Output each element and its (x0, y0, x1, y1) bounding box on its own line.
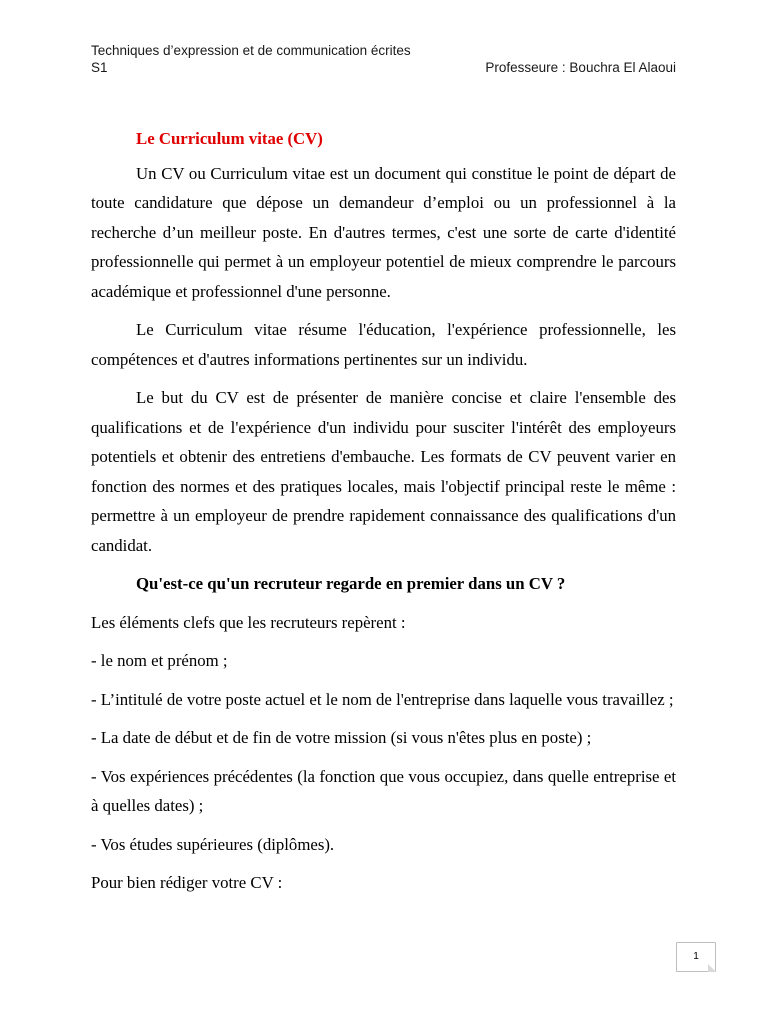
header-row (91, 59, 676, 76)
closing-line: Pour bien rédiger votre CV : (91, 873, 283, 892)
page-header (91, 42, 676, 76)
document-title: Le Curriculum vitae (CV) (136, 129, 323, 148)
list-item: - L’intitulé de votre poste actuel et le nom de l'entreprise dans laquelle vous travaillez ; (91, 689, 674, 709)
professor-label: Professeure : Bouchra El Alaoui (485, 60, 676, 75)
list-intro: Les éléments clefs que les recruteurs repèrent : (91, 612, 406, 632)
paragraph-3: Le but du CV est de présenter de manière concise et claire l'ensemble des qualifications et de l'expérience d'un individu pour susciter l'intérêt des employeurs potentiels et obtenir des entretiens d'embauche. Les formats de CV peuvent varier en fonction des normes et des pratiques locales, mais l'objectif principal reste le même : permettre à un employeur de prendre rapidement connaissance des qualifications d'un candidat. (91, 388, 676, 555)
list-item: - le nom et prénom ; (91, 651, 228, 670)
section-subtitle: Qu'est-ce qu'un recruteur regarde en premier dans un CV ? (136, 574, 566, 593)
course-title: Techniques d’expression et de communication écrites (91, 43, 411, 58)
document-body (91, 124, 676, 907)
page-number-badge (676, 942, 716, 972)
list-item: - La date de début et de fin de votre mission (si vous n'êtes plus en poste) ; (91, 728, 592, 747)
list-item: - Vos expériences précédentes (la fonction que vous occupiez, dans quelle entreprise et à quelles dates) ; (91, 766, 676, 815)
paragraph-2: Le Curriculum vitae résume l'éducation, l'expérience professionnelle, les compétences et d'autres informations pertinentes sur un individu. (91, 320, 676, 369)
page-number: 1 (693, 951, 699, 962)
paragraph-1: Un CV ou Curriculum vitae est un document qui constitue le point de départ de toute candidature que dépose un demandeur d’emploi ou un professionnel à la recherche d’un meilleur poste. En d'autres termes, c'est une sorte de carte d'identité professionnelle qui permet à un employeur potentiel de mieux comprendre le parcours académique et professionnel d'une personne. (91, 163, 676, 301)
semester-label: S1 (91, 60, 108, 75)
list-item: - Vos études supérieures (diplômes). (91, 834, 335, 854)
